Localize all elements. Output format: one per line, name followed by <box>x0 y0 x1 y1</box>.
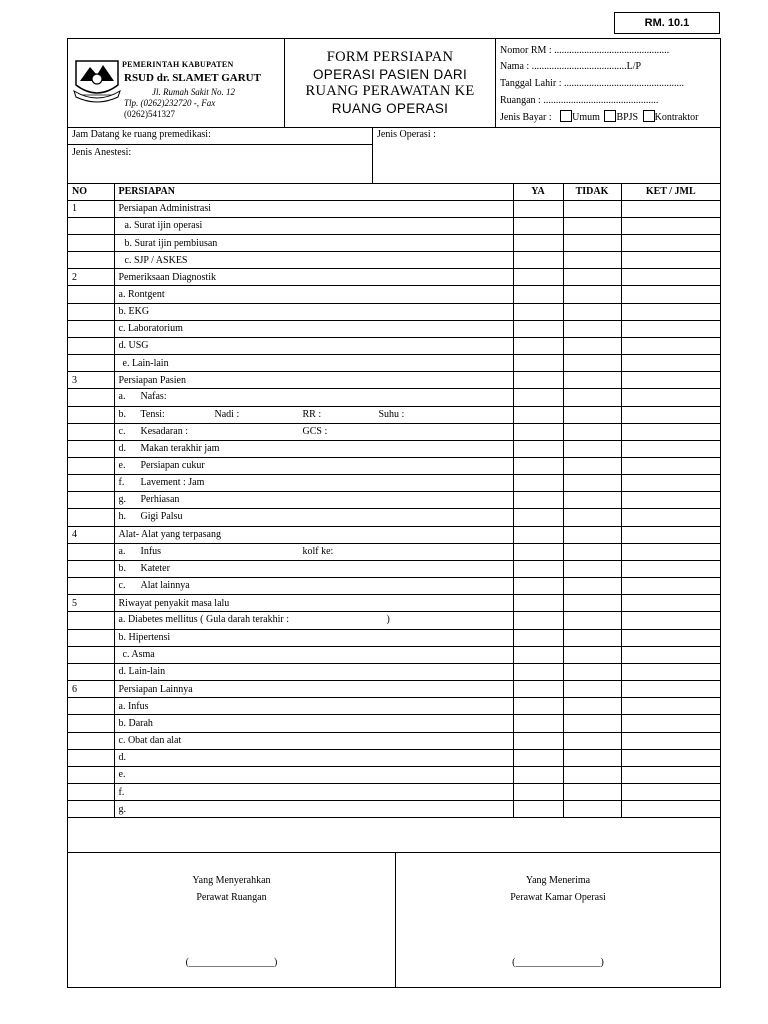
hospital-name: RSUD dr. SLAMET GARUT <box>124 72 261 84</box>
row-label: e. Lain-lain <box>114 355 513 372</box>
row-number <box>68 355 114 372</box>
ya-cell[interactable] <box>513 252 563 269</box>
form-title <box>285 39 496 127</box>
item-text: Nafas: <box>140 391 167 403</box>
row-number: 5 <box>68 595 114 612</box>
row-label <box>114 423 513 440</box>
ket-cell[interactable] <box>621 732 720 749</box>
table-row <box>68 389 720 406</box>
receiver-role: Perawat Kamar Operasi <box>510 892 606 903</box>
row-label: g. <box>114 801 513 818</box>
umum-checkbox[interactable] <box>560 110 572 122</box>
row-number <box>68 612 114 629</box>
section-row <box>68 681 720 698</box>
row-number <box>68 698 114 715</box>
tidak-cell[interactable] <box>563 526 621 543</box>
tidak-cell[interactable] <box>563 749 621 766</box>
row-number <box>68 252 114 269</box>
table-row <box>68 783 720 800</box>
row-label: d. Lain-lain <box>114 663 513 680</box>
checklist-table <box>68 183 720 818</box>
tidak-cell[interactable] <box>563 320 621 337</box>
tidak-cell[interactable] <box>563 286 621 303</box>
ya-cell[interactable] <box>513 801 563 818</box>
rr-label: RR : <box>302 408 322 420</box>
ya-cell[interactable] <box>513 578 563 595</box>
tidak-cell[interactable] <box>563 663 621 680</box>
ket-cell[interactable] <box>621 200 720 217</box>
item-letter: b. <box>118 562 126 574</box>
item-text: Lavement : Jam <box>140 477 205 489</box>
row-number <box>68 801 114 818</box>
table-row <box>68 406 720 423</box>
row-number <box>68 646 114 663</box>
row-label: c. Laboratorium <box>114 320 513 337</box>
tidak-cell[interactable] <box>563 732 621 749</box>
tidak-cell[interactable] <box>563 389 621 406</box>
ya-cell[interactable] <box>513 543 563 560</box>
kontraktor-checkbox[interactable] <box>643 110 655 122</box>
row-label: a. Infus <box>114 698 513 715</box>
col-tidak-header: TIDAK <box>563 183 621 200</box>
ya-cell[interactable] <box>513 200 563 217</box>
ket-cell[interactable] <box>621 715 720 732</box>
tidak-cell[interactable] <box>563 440 621 457</box>
ket-cell[interactable] <box>621 612 720 629</box>
row-number <box>68 766 114 783</box>
form-code: RM. 10.1 <box>644 17 690 29</box>
table-row <box>68 629 720 646</box>
table-row <box>68 732 720 749</box>
row-number <box>68 423 114 440</box>
row-number <box>68 406 114 423</box>
ket-cell[interactable] <box>621 269 720 286</box>
section-row <box>68 372 720 389</box>
ya-cell[interactable] <box>513 509 563 526</box>
table-row <box>68 355 720 372</box>
tidak-cell[interactable] <box>563 337 621 354</box>
ya-cell[interactable] <box>513 715 563 732</box>
tidak-cell[interactable] <box>563 629 621 646</box>
kontraktor-label: Kontraktor <box>654 112 699 123</box>
row-label: c. SJP / ASKES <box>114 252 513 269</box>
row-label: d. USG <box>114 337 513 354</box>
ya-cell[interactable] <box>513 286 563 303</box>
ket-cell[interactable] <box>621 801 720 818</box>
operation-info <box>68 127 720 184</box>
row-number: 2 <box>68 269 114 286</box>
tidak-cell[interactable] <box>563 801 621 818</box>
jam-datang-label: Jam Datang ke ruang premedikasi: <box>72 129 211 140</box>
table-row <box>68 423 720 440</box>
ya-cell[interactable] <box>513 269 563 286</box>
row-label: Riwayat penyakit masa lalu <box>114 595 513 612</box>
ket-cell[interactable] <box>621 355 720 372</box>
ya-cell[interactable] <box>513 372 563 389</box>
item-letter: d. <box>118 442 126 454</box>
row-number: 6 <box>68 681 114 698</box>
ya-cell[interactable] <box>513 440 563 457</box>
tidak-cell[interactable] <box>563 783 621 800</box>
jenis-bayar-label: Jenis Bayar : <box>500 112 552 123</box>
row-number <box>68 337 114 354</box>
section-row <box>68 595 720 612</box>
ket-cell[interactable] <box>621 440 720 457</box>
row-number <box>68 389 114 406</box>
tidak-cell[interactable] <box>563 269 621 286</box>
item-letter: c. <box>118 425 126 437</box>
row-label: d. <box>114 749 513 766</box>
tidak-cell[interactable] <box>563 492 621 509</box>
ket-cell[interactable] <box>621 663 720 680</box>
row-number <box>68 732 114 749</box>
tidak-cell[interactable] <box>563 612 621 629</box>
table-row <box>68 252 720 269</box>
ya-cell[interactable] <box>513 698 563 715</box>
tidak-cell[interactable] <box>563 543 621 560</box>
item-text: Makan terakhir jam <box>140 442 220 454</box>
ket-cell[interactable] <box>621 252 720 269</box>
row-number: 4 <box>68 526 114 543</box>
ket-cell[interactable] <box>621 681 720 698</box>
handover-role: Perawat Ruangan <box>196 892 267 903</box>
ket-cell[interactable] <box>621 303 720 320</box>
tidak-cell[interactable] <box>563 560 621 577</box>
ya-cell[interactable] <box>513 303 563 320</box>
row-label: c. Asma <box>114 646 513 663</box>
item-text: Infus <box>140 545 162 557</box>
col-ya-header: YA <box>513 183 563 200</box>
item-letter: b. <box>118 408 126 420</box>
row-number <box>68 440 114 457</box>
form-header <box>68 39 720 128</box>
row-label <box>114 612 513 629</box>
ya-cell[interactable] <box>513 217 563 234</box>
kesadaran-label: Kesadaran : <box>140 425 188 437</box>
title-line-2: OPERASI PASIEN DARI <box>313 67 467 82</box>
row-label: a. Rontgent <box>114 286 513 303</box>
ya-cell[interactable] <box>513 732 563 749</box>
table-row <box>68 475 720 492</box>
gcs-label: GCS : <box>302 425 328 437</box>
section-row <box>68 269 720 286</box>
row-number: 1 <box>68 200 114 217</box>
row-number: 3 <box>68 372 114 389</box>
tidak-cell[interactable] <box>563 681 621 698</box>
ket-cell[interactable] <box>621 320 720 337</box>
ket-cell[interactable] <box>621 234 720 251</box>
ya-cell[interactable] <box>513 492 563 509</box>
item-text: Perhiasan <box>140 494 180 506</box>
hospital-address: Jl. Rumah Sakit No. 12 <box>152 87 235 97</box>
tanggal-lahir-field[interactable]: Tanggal Lahir : ................................................ <box>500 78 684 89</box>
ya-cell[interactable] <box>513 681 563 698</box>
row-number <box>68 320 114 337</box>
ya-cell[interactable] <box>513 629 563 646</box>
table-row <box>68 801 720 818</box>
section-row <box>68 526 720 543</box>
suhu-label: Suhu : <box>378 408 405 420</box>
table-row <box>68 612 720 629</box>
jenis-operasi-label: Jenis Operasi : <box>377 129 436 140</box>
kolf-label: kolf ke: <box>302 545 334 557</box>
table-row <box>68 337 720 354</box>
row-label <box>114 406 513 423</box>
ya-cell[interactable] <box>513 423 563 440</box>
row-label <box>114 578 513 595</box>
ruangan-field[interactable]: Ruangan : .............................................. <box>500 95 659 106</box>
row-number <box>68 286 114 303</box>
row-label <box>114 560 513 577</box>
row-number <box>68 543 114 560</box>
item-text: Kateter <box>140 562 170 574</box>
signature-section <box>68 852 720 988</box>
bpjs-label: BPJS <box>616 112 639 123</box>
row-label: c. Obat dan alat <box>114 732 513 749</box>
row-number <box>68 303 114 320</box>
ket-cell[interactable] <box>621 543 720 560</box>
tidak-cell[interactable] <box>563 406 621 423</box>
table-row <box>68 492 720 509</box>
receiver-signature-line[interactable]: (_________________) <box>512 957 604 968</box>
item-letter: f. <box>118 477 125 489</box>
row-number <box>68 715 114 732</box>
ket-cell[interactable] <box>621 629 720 646</box>
umum-label: Umum <box>572 112 600 123</box>
ya-cell[interactable] <box>513 646 563 663</box>
ket-cell[interactable] <box>621 458 720 475</box>
row-number <box>68 234 114 251</box>
row-label: Alat- Alat yang terpasang <box>114 526 513 543</box>
tidak-cell[interactable] <box>563 458 621 475</box>
ya-cell[interactable] <box>513 406 563 423</box>
row-label <box>114 458 513 475</box>
patient-info <box>496 39 720 127</box>
table-row <box>68 286 720 303</box>
ket-cell[interactable] <box>621 337 720 354</box>
ya-cell[interactable] <box>513 389 563 406</box>
ket-cell[interactable] <box>621 560 720 577</box>
ket-cell[interactable] <box>621 578 720 595</box>
tidak-cell[interactable] <box>563 355 621 372</box>
table-row <box>68 320 720 337</box>
table-row <box>68 749 720 766</box>
ya-cell[interactable] <box>513 612 563 629</box>
table-row <box>68 440 720 457</box>
row-label <box>114 475 513 492</box>
title-line-4: RUANG OPERASI <box>331 101 449 116</box>
jam-datang-cell[interactable] <box>68 127 373 145</box>
ket-cell[interactable] <box>621 749 720 766</box>
tidak-cell[interactable] <box>563 423 621 440</box>
handover-signature-line[interactable]: (_________________) <box>185 957 278 968</box>
hospital-identity <box>68 39 285 127</box>
table-row <box>68 217 720 234</box>
row-number <box>68 783 114 800</box>
table-row <box>68 715 720 732</box>
row-label: Persiapan Lainnya <box>114 681 513 698</box>
row-label <box>114 543 513 560</box>
tidak-cell[interactable] <box>563 509 621 526</box>
row-label: b. Surat ijin pembiusan <box>114 234 513 251</box>
row-number <box>68 629 114 646</box>
section-row <box>68 200 720 217</box>
row-number <box>68 475 114 492</box>
ya-cell[interactable] <box>513 749 563 766</box>
item-letter: a. <box>118 545 126 557</box>
ya-cell[interactable] <box>513 320 563 337</box>
row-label: Pemeriksaan Diagnostik <box>114 269 513 286</box>
table-row <box>68 234 720 251</box>
row-number <box>68 578 114 595</box>
col-persiapan-header: PERSIAPAN <box>114 183 513 200</box>
gov-label: PEMERINTAH KABUPATEN <box>122 60 234 69</box>
row-number <box>68 217 114 234</box>
handover-title: Yang Menyerahkan <box>192 875 271 886</box>
jenis-anestesi-cell[interactable] <box>68 145 373 183</box>
tidak-cell[interactable] <box>563 595 621 612</box>
ket-cell[interactable] <box>621 698 720 715</box>
row-label: b. EKG <box>114 303 513 320</box>
tidak-cell[interactable] <box>563 234 621 251</box>
ya-cell[interactable] <box>513 560 563 577</box>
ket-cell[interactable] <box>621 423 720 440</box>
tidak-cell[interactable] <box>563 698 621 715</box>
form-code-box <box>614 12 720 34</box>
row-label: b. Hipertensi <box>114 629 513 646</box>
preparation-form <box>67 38 721 988</box>
row-label <box>114 492 513 509</box>
tidak-cell[interactable] <box>563 303 621 320</box>
hospital-fax: (0262)541327 <box>124 109 175 119</box>
title-line-3: RUANG PERAWATAN KE <box>305 83 475 99</box>
ya-cell[interactable] <box>513 663 563 680</box>
row-label <box>114 389 513 406</box>
row-label: Persiapan Pasien <box>114 372 513 389</box>
table-row <box>68 578 720 595</box>
table-row <box>68 458 720 475</box>
ya-cell[interactable] <box>513 766 563 783</box>
ket-cell[interactable] <box>621 389 720 406</box>
ya-cell[interactable] <box>513 355 563 372</box>
tidak-cell[interactable] <box>563 766 621 783</box>
nama-field[interactable]: Nama : ......................................L/P <box>500 61 642 72</box>
hospital-phone: Tlp. (0262)232720 -, Fax <box>124 98 216 108</box>
ket-cell[interactable] <box>621 783 720 800</box>
table-row <box>68 698 720 715</box>
jenis-operasi-cell[interactable] <box>373 127 720 183</box>
receiver-signature <box>396 853 720 988</box>
tidak-cell[interactable] <box>563 200 621 217</box>
ya-cell[interactable] <box>513 475 563 492</box>
item-text: Alat lainnya <box>140 580 190 592</box>
table-row <box>68 509 720 526</box>
row-number <box>68 560 114 577</box>
item-letter: e. <box>118 460 126 471</box>
tidak-cell[interactable] <box>563 646 621 663</box>
item-text: Persiapan cukur <box>140 460 205 471</box>
ya-cell[interactable] <box>513 595 563 612</box>
ya-cell[interactable] <box>513 337 563 354</box>
row-number <box>68 663 114 680</box>
diabetes-label: a. Diabetes mellitus ( Gula darah terakhir : <box>118 614 289 626</box>
row-label <box>114 509 513 526</box>
ya-cell[interactable] <box>513 234 563 251</box>
row-number <box>68 509 114 526</box>
row-number <box>68 492 114 509</box>
ket-cell[interactable] <box>621 766 720 783</box>
ket-cell[interactable] <box>621 526 720 543</box>
ket-cell[interactable] <box>621 406 720 423</box>
tidak-cell[interactable] <box>563 217 621 234</box>
title-line-1: FORM PERSIAPAN <box>326 49 454 65</box>
jenis-bayar-row <box>500 110 699 123</box>
ket-cell[interactable] <box>621 595 720 612</box>
ya-cell[interactable] <box>513 526 563 543</box>
col-ket-header: KET / JML <box>621 183 720 200</box>
row-number <box>68 749 114 766</box>
bpjs-checkbox[interactable] <box>604 110 616 122</box>
tensi-label: Tensi: <box>140 408 165 420</box>
table-row <box>68 560 720 577</box>
table-header-row <box>68 183 720 200</box>
item-text: Gigi Palsu <box>140 511 183 523</box>
ket-cell[interactable] <box>621 475 720 492</box>
row-label: b. Darah <box>114 715 513 732</box>
ket-cell[interactable] <box>621 509 720 526</box>
row-label: f. <box>114 783 513 800</box>
tidak-cell[interactable] <box>563 578 621 595</box>
receiver-title: Yang Menerima <box>525 875 591 886</box>
item-letter: g. <box>118 494 126 506</box>
tidak-cell[interactable] <box>563 372 621 389</box>
row-label: a. Surat ijin operasi <box>114 217 513 234</box>
handover-signature <box>68 853 396 988</box>
ket-cell[interactable] <box>621 492 720 509</box>
ket-cell[interactable] <box>621 646 720 663</box>
nadi-label: Nadi : <box>214 408 240 420</box>
col-no-header: NO <box>68 183 114 200</box>
nomor-rm-field[interactable]: Nomor RM : .............................................. <box>500 45 670 56</box>
row-label: Persiapan Administrasi <box>114 200 513 217</box>
table-row <box>68 766 720 783</box>
ya-cell[interactable] <box>513 458 563 475</box>
row-label: e. <box>114 766 513 783</box>
item-letter: h. <box>118 511 126 523</box>
tidak-cell[interactable] <box>563 252 621 269</box>
ket-cell[interactable] <box>621 217 720 234</box>
row-label <box>114 440 513 457</box>
tidak-cell[interactable] <box>563 715 621 732</box>
tidak-cell[interactable] <box>563 475 621 492</box>
diabetes-close: ) <box>386 614 390 626</box>
ya-cell[interactable] <box>513 783 563 800</box>
ket-cell[interactable] <box>621 286 720 303</box>
table-row <box>68 543 720 560</box>
table-row <box>68 646 720 663</box>
item-letter: c. <box>118 580 126 592</box>
hospital-logo-icon <box>72 55 122 103</box>
table-row <box>68 303 720 320</box>
row-number <box>68 458 114 475</box>
item-letter: a. <box>118 391 126 403</box>
table-row <box>68 663 720 680</box>
jenis-anestesi-label: Jenis Anestesi: <box>72 147 132 158</box>
ket-cell[interactable] <box>621 372 720 389</box>
